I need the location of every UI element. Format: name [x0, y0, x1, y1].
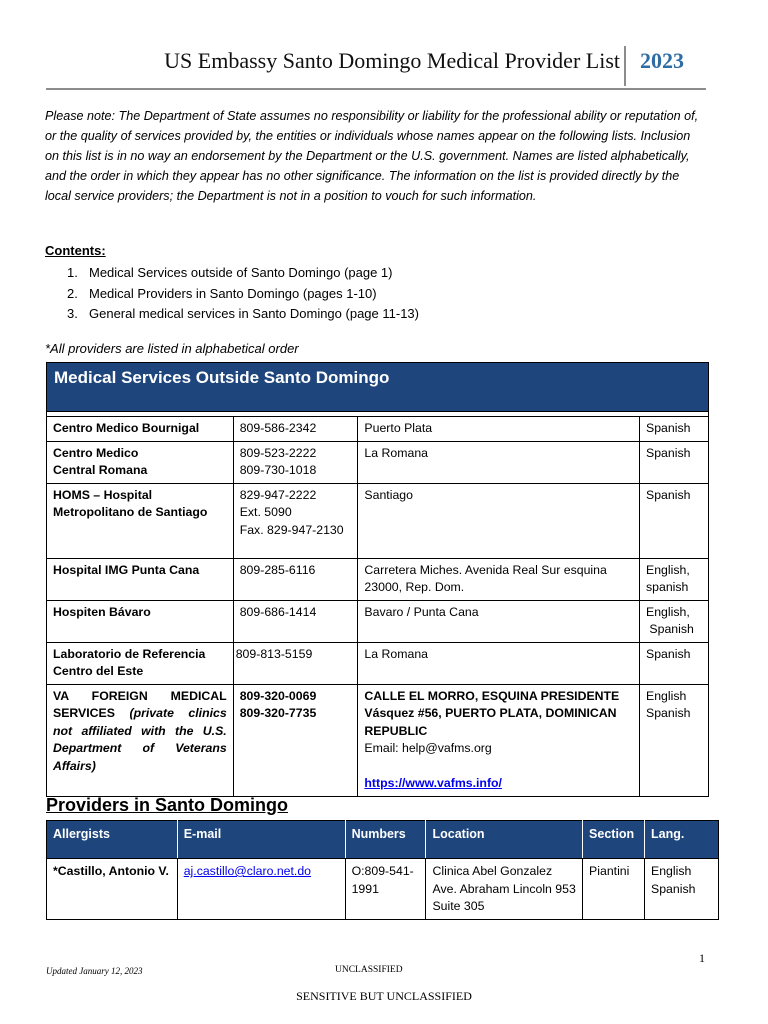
- table-row: Hospiten Bávaro 809-686-1414 Bavaro / Punta Cana English, Spanish: [47, 600, 709, 642]
- email-link[interactable]: aj.castillo@claro.net.do: [183, 864, 312, 878]
- page-title: US Embassy Santo Domingo Medical Provider List: [164, 48, 620, 73]
- contents-item: 2. Medical Providers in Santo Domingo (pages 1-10): [67, 285, 377, 301]
- header-divider: [624, 46, 626, 86]
- header-year: 2023: [640, 48, 684, 73]
- disclaimer-text: Please note: The Department of State assumes no responsibility or liability for the professional ability or reputation of, or the quality of services provided by, the entities or individuals whose names appear on the following lists. Inclusion on this list is in no way an endorsement by the Department or the U.S. government. Names are listed alphabetically, and the order in which they appear has no other significance. The information on the list is provided directly by the local service providers; the Department is not in a position to vouch for such information.: [45, 109, 699, 203]
- table-row: Laboratorio de Referencia Centro del Este 809-813-5159 La Romana Spanish: [47, 642, 709, 684]
- table-row: Centro Medico Central Romana 809-523-2222 809-730-1018 La Romana Spanish: [47, 441, 709, 483]
- classification-label: UNCLASSIFIED: [335, 965, 403, 975]
- contents-list: [67, 263, 419, 325]
- outside-santo-domingo-table: [46, 362, 709, 797]
- alphabetical-note: *All providers are listed in alphabetical order: [45, 341, 299, 356]
- sensitivity-banner: SENSITIVE BUT UNCLASSIFIED: [296, 989, 472, 1003]
- column-header: Allergists: [47, 821, 178, 859]
- contents-item: 1. Medical Services outside of Santo Domingo (page 1): [67, 265, 393, 280]
- table-row: Centro Medico Bournigal 809-586-2342 Puerto Plata Spanish: [47, 417, 709, 442]
- column-header: Lang.: [645, 821, 719, 859]
- outside-table-title: Medical Services Outside Santo Domingo: [47, 363, 709, 412]
- table-row: *Castillo, Antonio V. aj.castillo@claro.net.do O:809-541-1991 Clinica Abel Gonzalez Ave. Abraham Lincoln 953 Suite 305 Piantini English Spanish: [47, 859, 719, 920]
- updated-date: Updated January 12, 2023: [46, 966, 143, 976]
- contents-heading: Contents:: [45, 243, 106, 258]
- table-row: HOMS – Hospital Metropolitano de Santiago 829-947-2222 Ext. 5090 Fax. 829-947-2130 Santiago Spanish: [47, 483, 709, 558]
- column-header: Location: [426, 821, 583, 859]
- providers-table: [46, 820, 719, 920]
- column-header: Numbers: [345, 821, 426, 859]
- page-number: 1: [699, 951, 705, 965]
- document-header: [46, 42, 706, 90]
- contents-item: 3. General medical services in Santo Domingo (page 11-13): [67, 306, 419, 321]
- table-row: VA FOREIGN MEDICAL SERVICES (private clinics not affiliated with the U.S. Department of Veterans Affairs) 809-320-0069 809-320-7735 CALLE EL MORRO, ESQUINA PRESIDENTE Vásquez #56, PUERTO PLATA, DOMINICAN REPUBLIC Email: help@vafms.org https://www.vafms.info/ English Spanish: [47, 684, 709, 796]
- column-header: Section: [583, 821, 645, 859]
- section-heading: Providers in Santo Domingo: [46, 795, 289, 815]
- table-row: Hospital IMG Punta Cana 809-285-6116 Carretera Miches. Avenida Real Sur esquina 23000, Rep. Dom. English, spanish: [47, 558, 709, 600]
- column-header: E-mail: [177, 821, 345, 859]
- vafms-website-link[interactable]: https://www.vafms.info/: [364, 776, 502, 790]
